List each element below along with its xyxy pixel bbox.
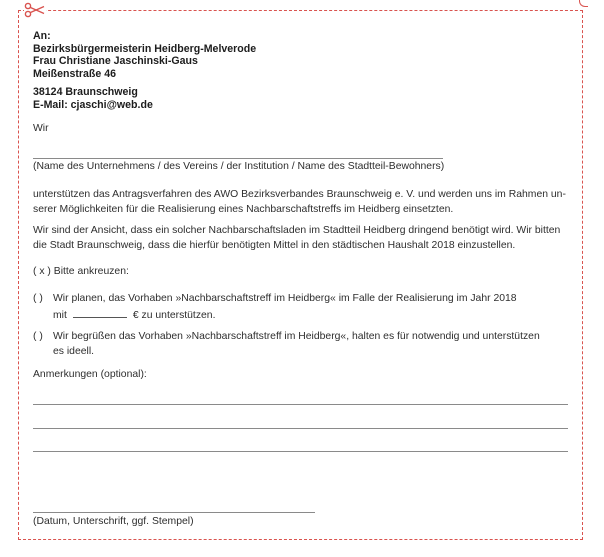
paragraph-support-line-1: unterstützen das Antragsverfahren des AWO Bezirksverbandes Braunschweig e. V. und werden uns im Rahmen un- (33, 189, 566, 200)
corner-cut-mark (579, 0, 588, 7)
signature-line[interactable] (33, 512, 315, 513)
address-to-label: An: (33, 30, 51, 42)
recipient-address (33, 30, 256, 111)
tick-instruction-text: Bitte ankreuzen: (53, 266, 129, 277)
option-financial-support (33, 292, 517, 323)
address-line-1: Bezirksbürgermeisterin Heidberg-Melverode (33, 42, 257, 55)
paragraph-support (33, 188, 566, 217)
tick-instruction (33, 265, 129, 280)
paragraph-opinion-line-2: die Stadt Braunschweig, dass die hierfür benötigten Mittel in den städtischen Haushalt 2018 einzustellen. (33, 239, 516, 251)
paragraph-opinion (33, 224, 560, 253)
paragraph-support-line-2: serer Möglichkeiten für die Realisierung eines Nachbarschaftstreffs im Heidberg einsetzten. (33, 203, 454, 215)
option1-mit: mit (53, 309, 67, 321)
remarks-line-1[interactable] (33, 404, 568, 405)
address-line-2: Frau Christiane Jaschinski-Gaus (33, 55, 198, 67)
paragraph-opinion-line-1: Wir sind der Ansicht, dass ein solcher Nachbarschaftsladen im Stadtteil Heidberg dringend benötigt wird. Wir bitten (33, 225, 561, 236)
address-city: 38124 Braunschweig (33, 86, 138, 98)
option1-line-1: Wir planen, das Vorhaben »Nachbarschaftstreff im Heidberg« im Falle der Realisierung im Jahr 2018 (53, 293, 517, 304)
option1-line-2: € zu unterstützen. (132, 309, 216, 321)
scissors-icon (24, 2, 46, 18)
signature-caption: (Datum, Unterschrift, ggf. Stempel) (33, 516, 194, 527)
option-ideal-support (33, 330, 540, 359)
remarks-line-3[interactable] (33, 451, 568, 452)
amount-field[interactable] (73, 307, 127, 318)
option1-checkbox[interactable]: ( ) (33, 293, 43, 304)
option2-line-2: es ideell. (53, 345, 95, 357)
remarks-label: Anmerkungen (optional): (33, 369, 147, 380)
option2-line-1: Wir begrüßen das Vorhaben »Nachbarschaftstreff im Heidberg«, halten es für notwendig und unterstützen (53, 331, 540, 342)
wir-label: Wir (33, 123, 49, 134)
address-line-3: Meißenstraße 46 (33, 67, 117, 80)
address-email: E-Mail: cjaschi@web.de (33, 98, 153, 111)
organization-name-field[interactable] (33, 158, 443, 159)
option2-checkbox[interactable]: ( ) (33, 331, 43, 342)
organization-name-caption: (Name des Unternehmens / des Vereins / der Institution / Name des Stadtteil-Bewohners) (33, 161, 445, 172)
remarks-line-2[interactable] (33, 428, 568, 429)
tick-marker: ( x ) (33, 266, 51, 277)
